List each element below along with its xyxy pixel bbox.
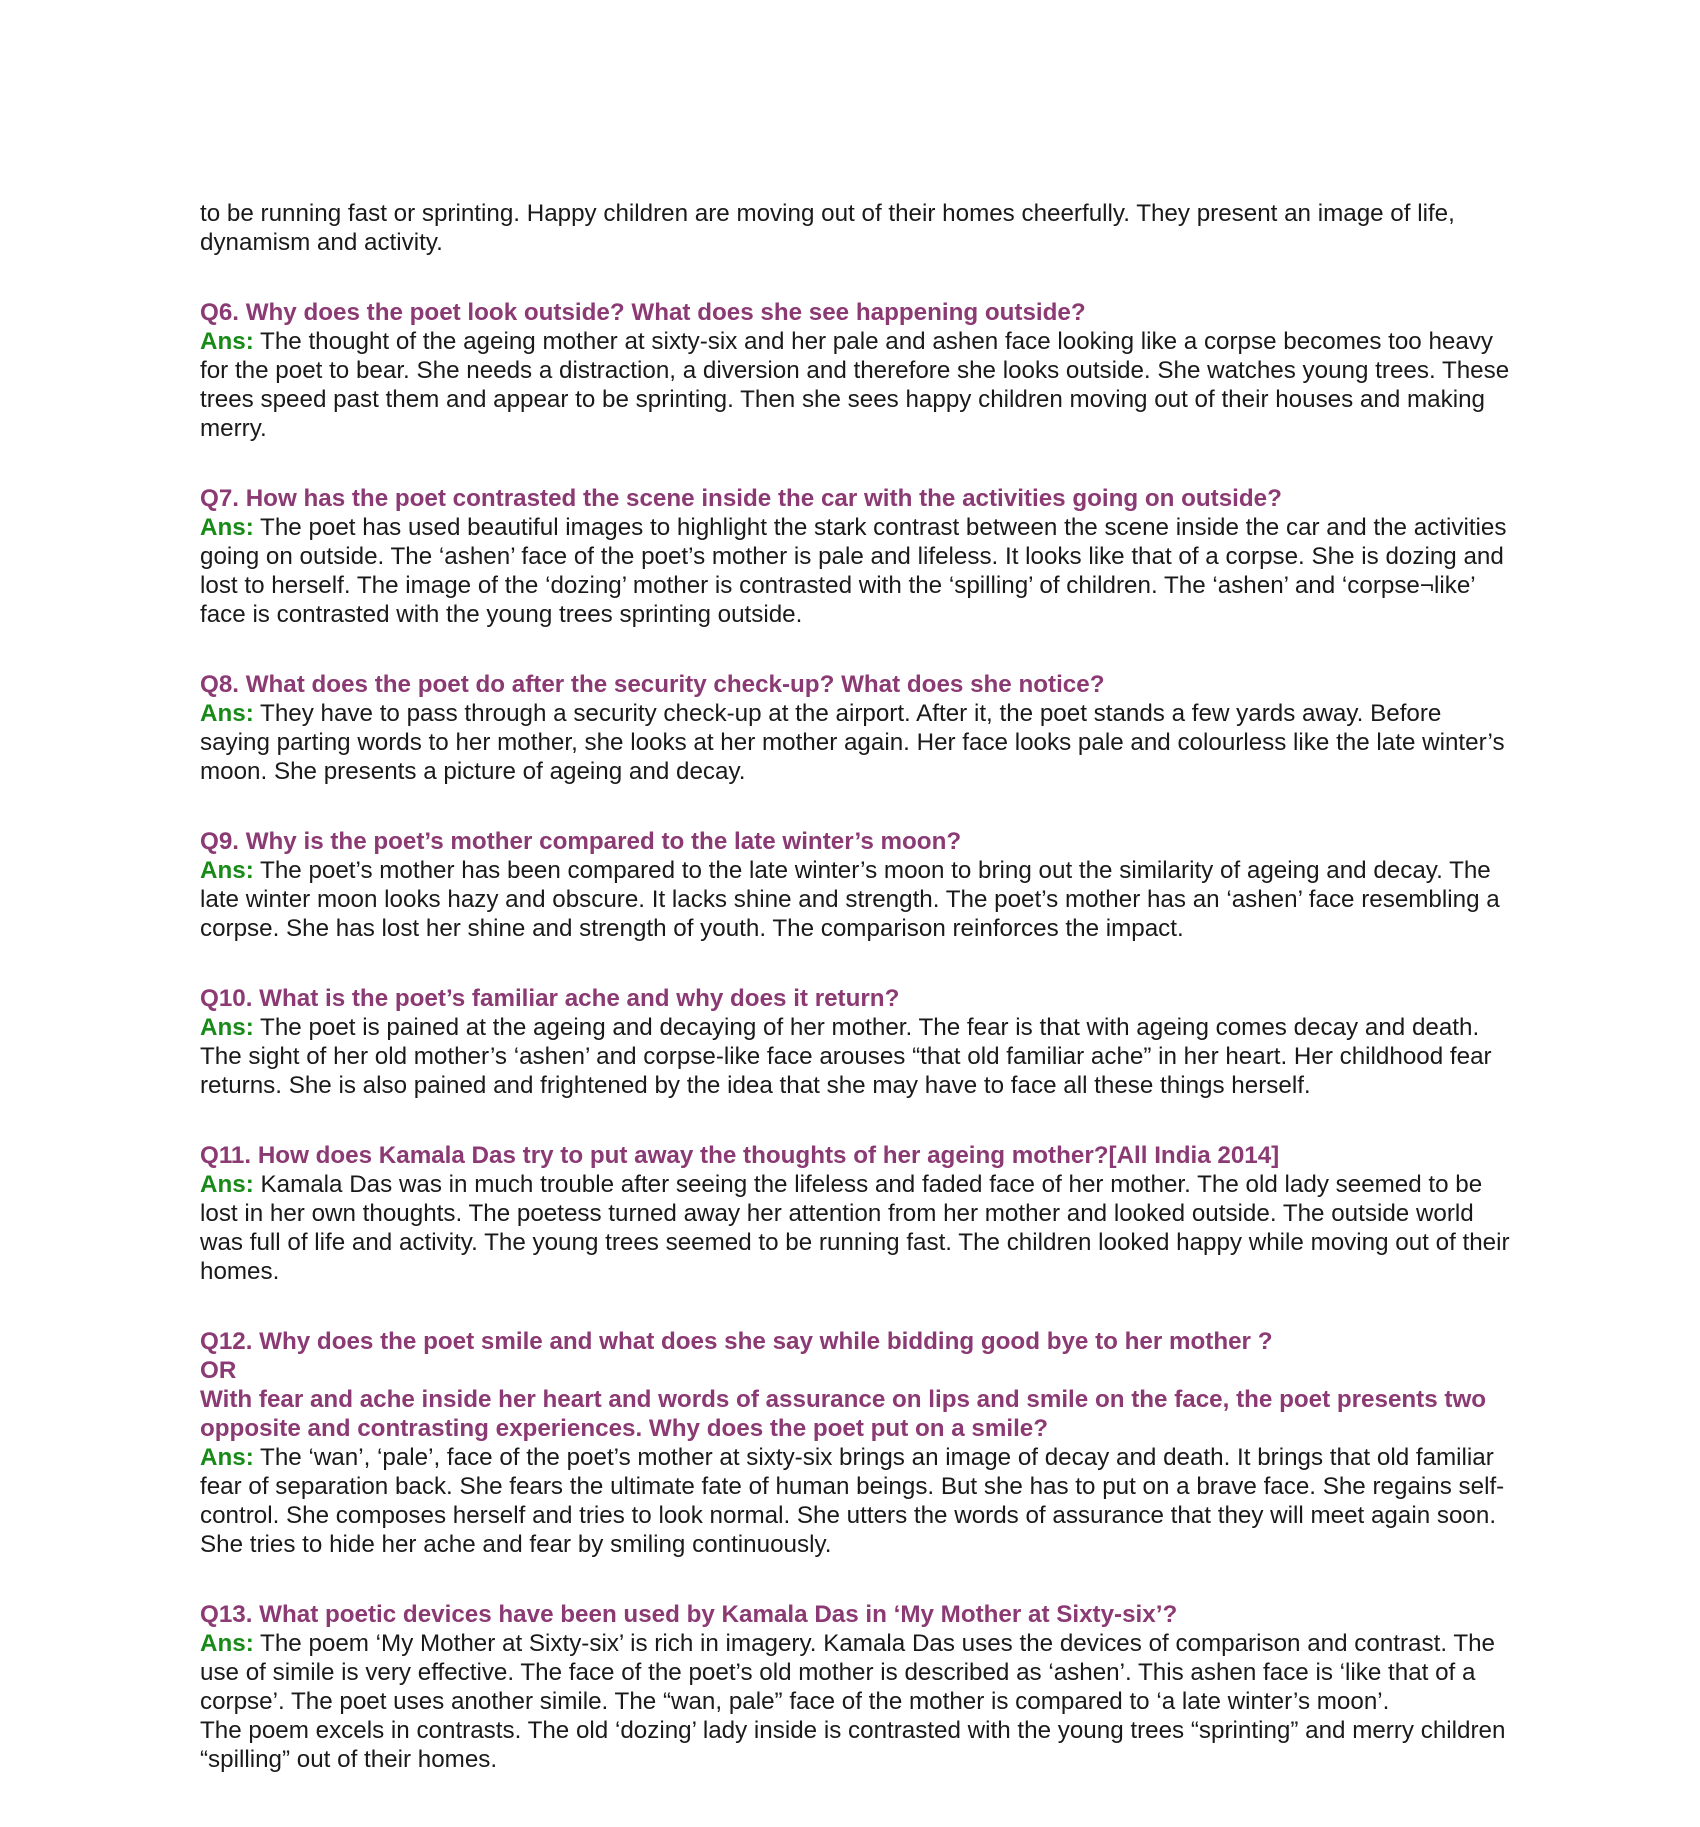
answer-text: They have to pass through a security check-up at the airport. After it, the poet stands a few yards away. Before saying parting words to her mother, she looks at her mother again. Her face looks pale and colourless like the late winter’s moon. She presents a picture of ageing and decay.: [200, 700, 1505, 785]
answer-q13-continued: The poem excels in contrasts. The old ‘dozing’ lady inside is contrasted with the young trees “sprinting” and merry children “spilling” out of their homes.: [200, 1717, 1506, 1773]
answer-text: The thought of the ageing mother at sixty-six and her pale and ashen face looking like a corpse becomes too heavy for the poet to bear. She needs a distraction, a diversion and therefore she looks outside. She watches young trees. These trees speed past them and appear to be sprinting. Then she sees happy children moving out of their houses and making merry.: [200, 328, 1510, 442]
answer-text: Kamala Das was in much trouble after seeing the lifeless and faded face of her mother. The old lady seemed to be lost in her own thoughts. The poetess turned away her attention from her mother and looked outside. The outside world was full of life and activity. The young trees seemed to be running fast. The children looked happy while moving out of their homes.: [200, 1171, 1510, 1285]
ans-label: Ans:: [200, 700, 254, 727]
question-q8: Q8. What does the poet do after the security check-up? What does she notice?: [200, 671, 1105, 698]
answer-q12: [200, 1443, 1510, 1559]
question-q12: Q12. Why does the poet smile and what does she say while bidding good bye to her mother ?: [200, 1328, 1273, 1355]
answer-text: The poet is pained at the ageing and decaying of her mother. The fear is that with ageing comes decay and death. The sight of her old mother’s ‘ashen’ and corpse-like face arouses “that old familiar ache” in her heart. Her childhood fear returns. She is also pained and frightened by the idea that she may have to face all these things herself.: [200, 1014, 1492, 1099]
qa-block-q11: [200, 1141, 1510, 1286]
answer-q6: [200, 327, 1510, 443]
ans-label: Ans:: [200, 1630, 254, 1657]
qa-block-q13: [200, 1600, 1510, 1774]
question-q9: Q9. Why is the poet’s mother compared to the late winter’s moon?: [200, 828, 962, 855]
answer-q9: [200, 856, 1510, 943]
answer-text: The ‘wan’, ‘pale’, face of the poet’s mother at sixty-six brings an image of decay and death. It brings that old familiar fear of separation back. She fears the ultimate fate of human beings. But she has to put on a brave face. She regains self-control. She composes herself and tries to look normal. She utters the words of assurance that they will meet again soon. She tries to hide her ache and fear by smiling continuously.: [200, 1444, 1505, 1558]
qa-block-q7: [200, 484, 1510, 629]
answer-q7: [200, 513, 1510, 629]
ans-label: Ans:: [200, 1444, 254, 1471]
answer-q8: [200, 699, 1510, 786]
answer-q11: [200, 1170, 1510, 1286]
qa-block-q9: [200, 827, 1510, 943]
qa-block-q12: [200, 1327, 1510, 1559]
question-q10: Q10. What is the poet’s familiar ache and why does it return?: [200, 985, 900, 1012]
qa-block-q6: [200, 298, 1510, 443]
question-q11: Q11. How does Kamala Das try to put away the thoughts of her ageing mother?[All India 2014]: [200, 1142, 1280, 1169]
ans-label: Ans:: [200, 514, 254, 541]
answer-q10: [200, 1013, 1510, 1100]
ans-label: Ans:: [200, 1014, 254, 1041]
answer-q13: [200, 1629, 1510, 1716]
answer-text: The poet has used beautiful images to highlight the stark contrast between the scene inside the car and the activities going on outside. The ‘ashen’ face of the poet’s mother is pale and lifeless. It looks like that of a corpse. She is dozing and lost to herself. The image of the ‘dozing’ mother is contrasted with the ‘spilling’ of children. The ‘ashen’ and ‘corpse¬like’ face is contrasted with the young trees sprinting outside.: [200, 514, 1507, 628]
question-q12-or: OR: [200, 1357, 237, 1384]
intro-paragraph: to be running fast or sprinting. Happy children are moving out of their homes cheerfully. They present an image of life, dynamism and activity.: [200, 200, 1455, 256]
question-q13: Q13. What poetic devices have been used by Kamala Das in ‘My Mother at Sixty-six’?: [200, 1601, 1178, 1628]
document-page: [200, 199, 1510, 1774]
ans-label: Ans:: [200, 1171, 254, 1198]
answer-text: The poet’s mother has been compared to the late winter’s moon to bring out the similarity of ageing and decay. The late winter moon looks hazy and obscure. It lacks shine and strength. The poet’s mother has an ‘ashen’ face resembling a corpse. She has lost her shine and strength of youth. The comparison reinforces the impact.: [200, 857, 1500, 942]
question-q7: Q7. How has the poet contrasted the scene inside the car with the activities going on outside?: [200, 485, 1282, 512]
answer-text: The poem ‘My Mother at Sixty-six’ is rich in imagery. Kamala Das uses the devices of comparison and contrast. The use of simile is very effective. The face of the poet’s old mother is described as ‘ashen’. This ashen face is ‘like that of a corpse’. The poet uses another simile. The “wan, pale” face of the mother is compared to ‘a late winter’s moon’.: [200, 1630, 1496, 1715]
ans-label: Ans:: [200, 328, 254, 355]
question-q6: Q6. Why does the poet look outside? What does she see happening outside?: [200, 299, 1086, 326]
question-q12-alt: With fear and ache inside her heart and words of assurance on lips and smile on the face, the poet presents two opposite and contrasting experiences. Why does the poet put on a smile?: [200, 1386, 1487, 1442]
ans-label: Ans:: [200, 857, 254, 884]
qa-block-q10: [200, 984, 1510, 1100]
qa-block-q8: [200, 670, 1510, 786]
